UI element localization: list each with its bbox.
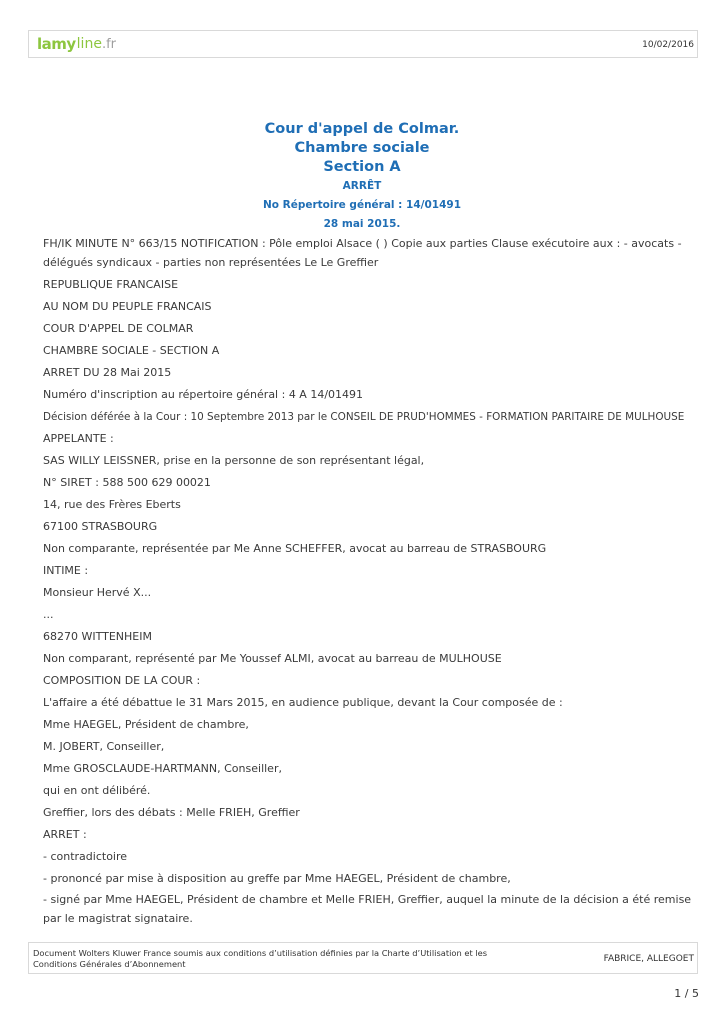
section-title: Section A (323, 159, 401, 175)
repertoire-number: No Répertoire général : 14/01491 (262, 199, 462, 211)
decision-type: ARRÊT (342, 180, 382, 192)
paragraph: - signé par Mme HAEGEL, Président de chambre et Melle FRIEH, Greffier, auquel la minute de la décision a été remise par le magistrat signataire. (43, 893, 692, 925)
logo-line-text: line (76, 36, 102, 52)
paragraph: Numéro d'inscription au répertoire général : 4 A 14/01491 (43, 388, 364, 401)
paragraph: - prononcé par mise à disposition au greffe par Mme HAEGEL, Président de chambre, (43, 872, 511, 885)
paragraph: M. JOBERT, Conseiller, (43, 740, 165, 753)
paragraph: COMPOSITION DE LA COUR : (43, 674, 201, 687)
header-date: 10/02/2016 (642, 40, 694, 50)
paragraph: Décision déférée à la Cour : 10 Septembre 2013 par le CONSEIL DE PRUD'HOMMES - FORMATION PARITAIRE DE MULHOUSE (43, 411, 685, 423)
paragraph: ... (43, 608, 54, 621)
paragraph: CHAMBRE SOCIALE - SECTION A (43, 344, 220, 357)
footer-user-name: FABRICE, ALLEGOET (603, 954, 694, 964)
paragraph: 14, rue des Frères Eberts (43, 498, 181, 511)
paragraph: Non comparant, représenté par Me Youssef ALMI, avocat au barreau de MULHOUSE (43, 652, 502, 665)
document-body (43, 235, 701, 931)
paragraph-minute: FH/IK MINUTE N° 663/15 NOTIFICATION : Pôle emploi Alsace ( ) Copie aux parties Clause exécutoire aux : - avocats - délégués syndicaux - parties non représentées Le Le Greffier (43, 237, 682, 269)
logo-fr-text: .fr (101, 36, 116, 52)
court-title: Cour d'appel de Colmar. (264, 121, 460, 137)
paragraph: REPUBLIQUE FRANCAISE (43, 278, 179, 291)
document-title-block (0, 120, 724, 234)
page-footer (28, 942, 698, 974)
paragraph: Greffier, lors des débats : Melle FRIEH, Greffier (43, 806, 300, 819)
paragraph: SAS WILLY LEISSNER, prise en la personne de son représentant légal, (43, 454, 425, 467)
lamyline-logo (37, 32, 116, 56)
paragraph: AU NOM DU PEUPLE FRANCAIS (43, 300, 212, 313)
decision-date: 28 mai 2015. (323, 218, 401, 230)
paragraph: INTIME : (43, 564, 89, 577)
paragraph: qui en ont délibéré. (43, 784, 151, 797)
page-header (28, 30, 698, 58)
paragraph: Mme HAEGEL, Président de chambre, (43, 718, 249, 731)
paragraph: 68270 WITTENHEIM (43, 630, 152, 643)
footer-notice: Document Wolters Kluwer France soumis aux conditions d’utilisation définies par la Charte d’Utilisation et les Conditions Générales d’Abonnement (33, 948, 488, 969)
paragraph: Non comparante, représentée par Me Anne SCHEFFER, avocat au barreau de STRASBOURG (43, 542, 547, 555)
paragraph: COUR D'APPEL DE COLMAR (43, 322, 194, 335)
logo-lamy-text: lamy (37, 35, 76, 53)
paragraph: Mme GROSCLAUDE-HARTMANN, Conseiller, (43, 762, 282, 775)
paragraph: L'affaire a été débattue le 31 Mars 2015, en audience publique, devant la Cour composée de : (43, 696, 563, 709)
paragraph: APPELANTE : (43, 432, 114, 445)
paragraph: Monsieur Hervé X... (43, 586, 152, 599)
paragraph: N° SIRET : 588 500 629 00021 (43, 476, 211, 489)
paragraph: ARRET DU 28 Mai 2015 (43, 366, 172, 379)
paragraph: - contradictoire (43, 850, 128, 863)
paragraph: ARRET : (43, 828, 87, 841)
page-number: 1 / 5 (674, 987, 699, 1000)
paragraph: 67100 STRASBOURG (43, 520, 158, 533)
chamber-title: Chambre sociale (294, 140, 430, 156)
